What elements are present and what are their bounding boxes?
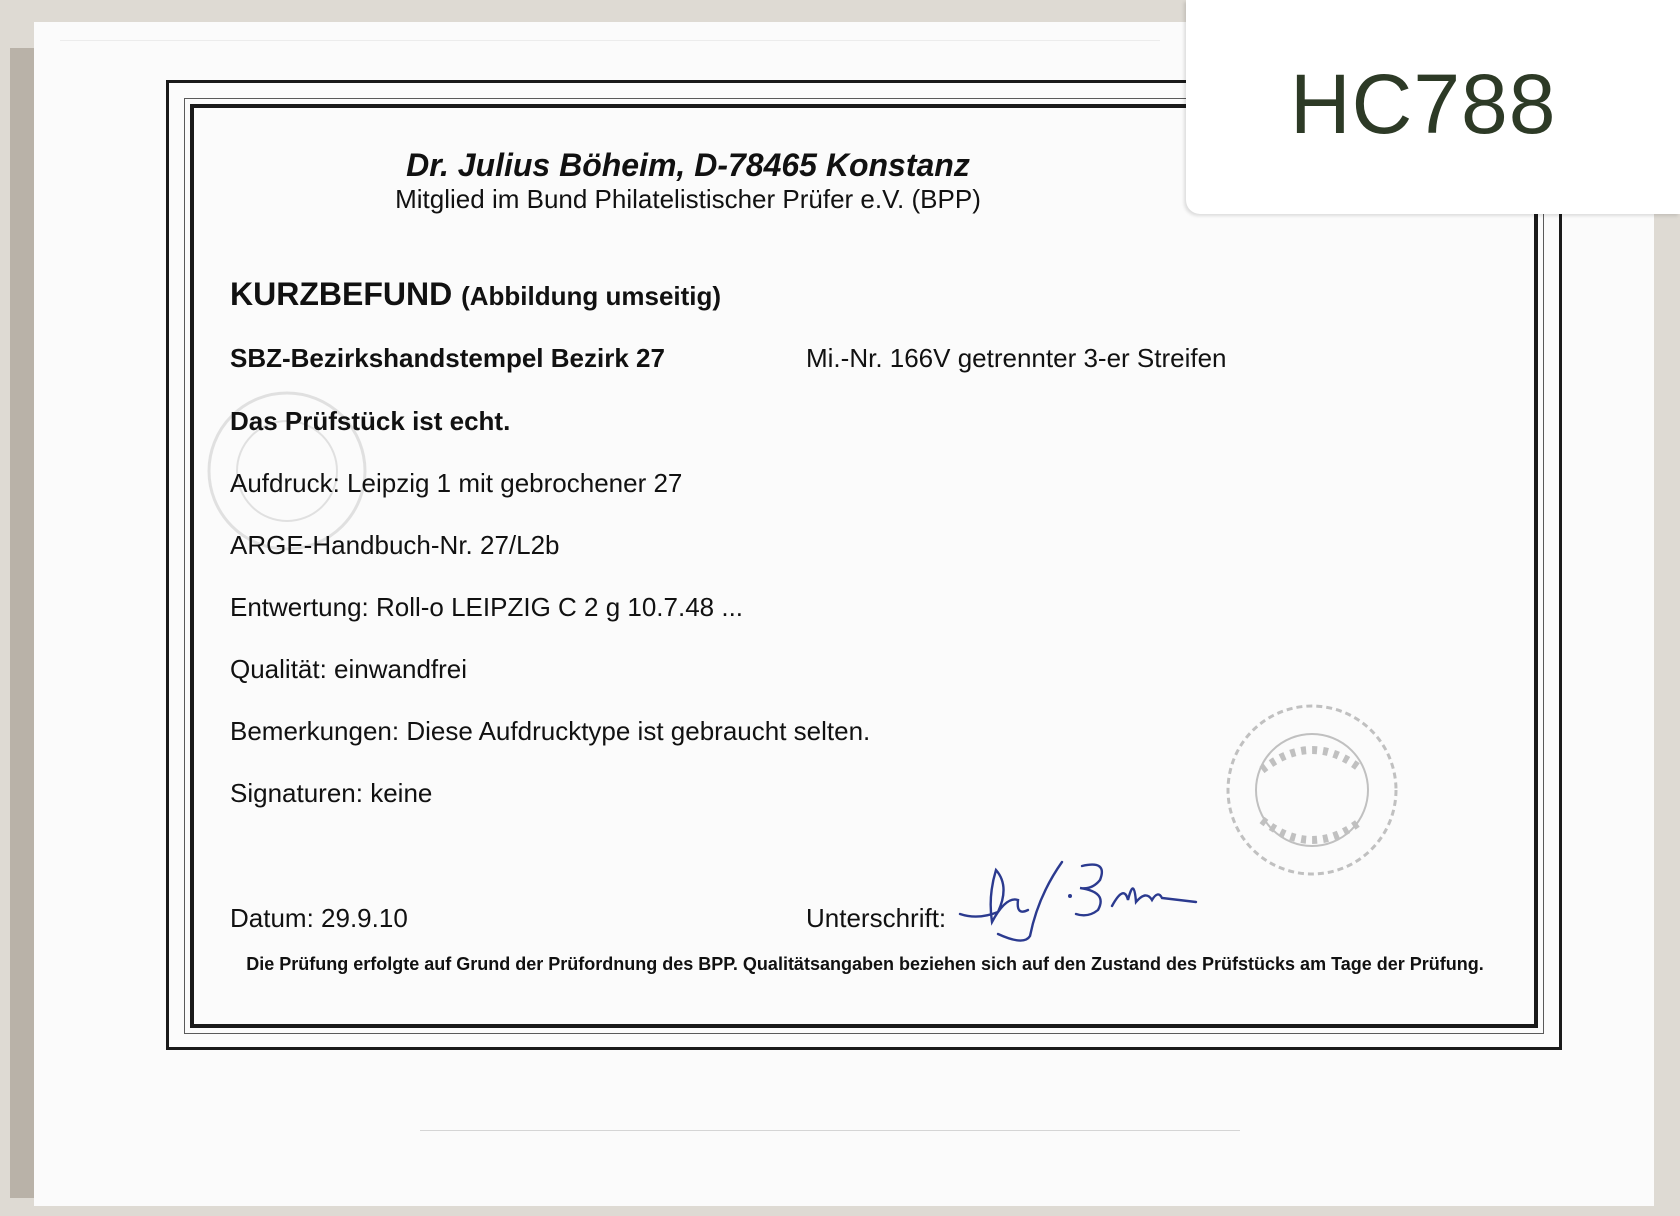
examiner-name: Dr. Julius Böheim, D-78465 Konstanz <box>406 147 970 183</box>
field-bemerkungen: Bemerkungen: Diese Aufdrucktype ist gebraucht selten. <box>230 716 871 746</box>
date-field: Datum: 29.9.10 <box>230 903 408 933</box>
handwritten-signature <box>958 856 1208 948</box>
legal-footer: Die Prüfung erfolgte auf Grund der Prüfordnung des BPP. Qualitätsangaben beziehen sich auf den Zustand des Prüfstücks am Tage der Prüfung. <box>246 954 1484 974</box>
title-main: KURZBEFUND <box>230 276 453 312</box>
title-sub: (Abbildung umseitig) <box>461 281 722 311</box>
examiner-stamp <box>1222 700 1402 880</box>
subject-right: Mi.-Nr. 166V getrennter 3-er Streifen <box>806 343 1227 373</box>
examiner-membership: Mitglied im Bund Philatelistischer Prüfer e.V. (BPP) <box>395 184 981 214</box>
faint-rule <box>420 1130 1240 1131</box>
certificate-inner-frame <box>190 104 1538 1028</box>
signature-label: Unterschrift: <box>806 903 947 933</box>
field-aufdruck: Aufdruck: Leipzig 1 mit gebrochener 27 <box>230 468 683 498</box>
document-title <box>230 276 721 313</box>
field-signaturen: Signaturen: keine <box>230 778 433 808</box>
field-entwertung: Entwertung: Roll-o LEIPZIG C 2 g 10.7.48 ... <box>230 592 744 622</box>
field-qualitaet: Qualität: einwandfrei <box>230 654 468 684</box>
reference-tag-text: HC788 <box>1290 57 1557 151</box>
faint-rule-top <box>60 40 1160 41</box>
subject-left: SBZ-Bezirkshandstempel Bezirk 27 <box>230 343 665 373</box>
field-handbuch: ARGE-Handbuch-Nr. 27/L2b <box>230 530 560 560</box>
verdict: Das Prüfstück ist echt. <box>230 406 511 436</box>
